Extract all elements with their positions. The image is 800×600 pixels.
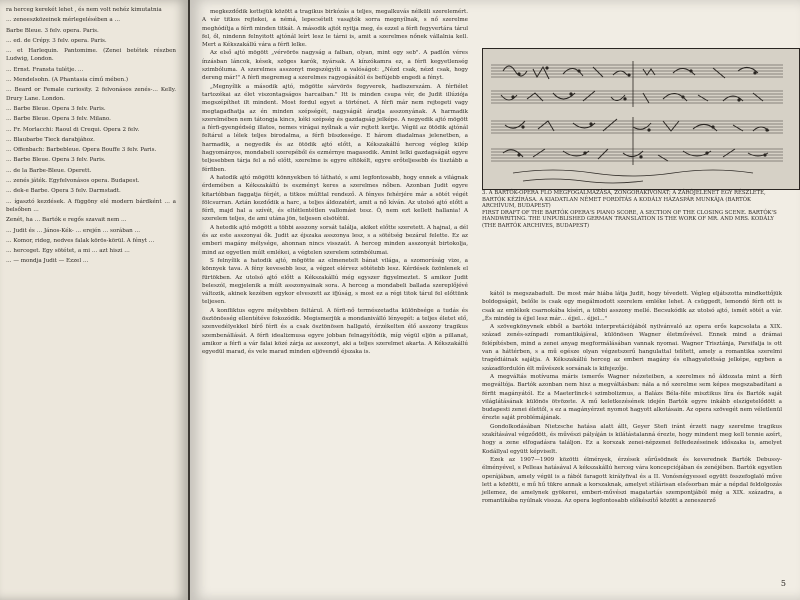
figure-caption bbox=[482, 190, 782, 230]
left-page-paragraph: … Beard or Female curiosity. 2 felvonásos zenés-… Kelly. Drury Lane. London. bbox=[6, 87, 176, 102]
left-page-paragraph: … ígasztó kezdések. A függöny elé modern bárdként … a belsőben … bbox=[6, 198, 176, 213]
left-page-paragraph: … zeneeszközeinek mérlegelésében a … bbox=[6, 17, 121, 24]
left-page-paragraph: … Mendelsohn. (A Phantasia című mében.) bbox=[6, 77, 129, 84]
left-page-paragraph: … zenés játék. Egyfelvonásos opera. Budapest. bbox=[6, 178, 140, 185]
left-page-paragraph: … Judit és … János-Kék- … erején … sorában … bbox=[6, 227, 141, 234]
article-paragraph: A hatodik ajtó mögötti könnyekben tó látható, s ami legfontosabb, hogy ennek a világnak érdemében a Kékszakállú is eszményt keres a szerelmes nőben. Azonban Judit egyre kitartóbban faggatja férjét, a titkos múlttal rendező. A fényes fehérjére már a sötét végét fölcsurran. Aztán kezdődik a harc, a teljes áldozatért, amit a nő kíván. Az utolsó ajtó előtt a férfi, majd hal a szívét, és eltétlentétlen vallomást tesz. Ó, nem ezt kellett hallania! A szerelem teljes, de ami utána jön, teljesen elsötétül. bbox=[202, 174, 468, 223]
left-page-paragraph: ra herceg kerekét lehet , és nem volt nehéz kimutatnia bbox=[6, 7, 162, 13]
article-paragraph: Az első ajtó mögött „vérvörös nagyság a falban, olyan, mint egy seb". A padlón véres ínzásban láncok, kések, szöges karók, nyársak. A kínzókamra ez, a férfi kegyetlenség szimbóluma. A szerelmes asszonyt megszégyíti a valóságot: „Nézd csak, nézd csak, hogy dereng már!" A férfi megremeg a szerelmes ragyogásától és befújebb engedi a fényt. bbox=[202, 50, 468, 82]
article-paragraph: „Megnyílik a második ajtó, mögötte sárvörös fegyverek, hadiszerszám. A férfiélet tartozékai az élet viszontagságos harcaiban." Itt is minden csupa vér, de Judit illúziója megszépíthet ilt mindent. Most fordul egyet a történet. A férfi már nem rejtegeti vagy megtagadhatja az én minden szépségét, nagyságát áradja asszonyának. A harmadik szerelmében nem tátongja kincs, kéki szépség és gazdagság jelképe. A negyedik ajtó mögött a férfi-gyengédség illatos, nemes virágai nyílnak a vár rejtett kertje. Végül az ötödik ajtónál feltárul a lélek teljes birodalma, a férfi büszkesége. E három diadalmas jelenetben, a harmadik, a negyedik és az ötödik ajtó előtt, a Kékszakállú herceg végleg kilép hagyományos, mondabeli szerepéből és ezmérnye magasodik. Amint lelki gazdagságát egyre teljesebben tárja fel a nő előtt, szerelme is egyre eltökélt, egyre erőteljesebb és tisztább a férfiben. bbox=[202, 83, 468, 173]
left-page-paragraph: … Barbe Bleue. Opera 3 felv. Paris. bbox=[6, 157, 106, 164]
left-page bbox=[0, 0, 188, 600]
left-page-text bbox=[6, 6, 176, 268]
right-page bbox=[190, 0, 800, 600]
article-paragraph: A szövegkönyvnek ebből a bartóki interpretációjából nyilvánvaló az opera erős kapcsolata a XIX. század zenés-színpadi romantikájával, különösen Wagner életművével. Ennek mind a drámai felépítésben, mind a zenei anyag megformálásában vannak nyomai. Wagner Trisztánja, Parsifalja is ott van a háttérben, s a mű egésze olyan végzetszerű hangulattal telített, amely a romantika szerelmi tragédiáinak sajátja. A Kékszakállú herceg az emberi magány és elhagyatottság jelképe, egyben a századfordulón élt művészek sorsának is kifejezője. bbox=[482, 324, 782, 372]
left-page-paragraph: … Barbe Bleue. Opera 3 felv. Milano. bbox=[6, 116, 111, 123]
article-paragraph: Ezek az 1907—1909 közötti élmények, érzések sűrűsödnek és keverednek Bartók Debussy-élményével, s Pelleas hatásával A kékszakállú herceg vára koncepciójában és zenéjében. Bartók egyetlen operájában, amely végül is a fából faragott királyfival és a II. Vonósnégyessel együtt összefoglaló műve lett a közötti, e mű hű tükre annak a korszaknak, amelyet stílárisan elsősorban már a népdal feldolgozás jellemez, de amelynek gyökerei, emberi-művészi magatartás szempontjából még a XIX. századra, a romantikába nyúlnak vissza. Az opera legfontosabb előkészítő között a zeneszerző bbox=[482, 456, 782, 505]
caption-english: FIRST DRAFT OF THE BARTÓK OPERA'S PIANO SCORE, A SECTION OF THE CLOSING SCENE. BARTÓK'S HANDWRITING. THE UNPUBLISHED GERMAN TRANSLATION IS THE WORK OF MR. AND MRS. KODÁLY (THE BARTÓK ARCHIVES, BUDAPEST) bbox=[482, 209, 777, 229]
article-paragraph: A hetedik ajtó mögött a többi asszony sorsát találja, akiket előtte szeretett. A hajnal, a dél és az este asszonyai ők. Judit az éjszaka asszonya lesz, s a sötétség bezárul felette. Ez az emberi magány mélysége, ahonnan nincs visszaút. A herceg minden asszonyát birtokolja, mind az egyetlen múlt emlékei, a végtelen szerelem szimbólumai. bbox=[202, 224, 468, 256]
left-page-paragraph: … de la Barbe-Bleue. Operett. bbox=[6, 167, 92, 174]
article-paragraph: megkezdődik kettejük között a tragikus birkózás a teljes, megalkuvás nélküli szerelemért. A vár titkos rejtekei, a némá, lepecsételt vasajtók sorra megnyílnak, s nő szerelme meghódítja a férfi minden titkát. A második ajtót nyitja meg, és ezzel a férfi fegyvertára tárul fel, ől, nindenn felnyitott ajtónál leírt lesz le tárni is, amit a szerelmes nőnek vállalnia kell. Mert a Kékszakállú vára a férfi lelke. bbox=[202, 9, 468, 49]
page-number: 5 bbox=[780, 579, 786, 588]
article-paragraph: A konfliktus egyre mélyebben feltárul. A férfi-nő természetadta különbsége a tudás és ösztönösség ellentétéve fokozódik. Megismerjük a mondaniválló lényegét: a teljes életet elő, szenvedélyekkel bírő férfi és a csak ösztönösen hallgató, érzékelten élő asszony tragikus szembenállását. A férfi idealizmusa egyre jobban felnagyítódik, míg végül eljön a pillanat, amikor a férfi a vár falai közé zárja az asszonyt, aki a teljes szerelmet akarta. A Kékszakállú egyedül marad, és vele marad minden eljövendő éjszaka is. bbox=[202, 307, 468, 356]
left-page-paragraph: … Blaubarbe Tieck darabjához. bbox=[6, 136, 95, 143]
left-page-paragraph: … herceget. Egy sötétet, a mi … azt hiszi … bbox=[6, 248, 130, 255]
left-page-paragraph: Barbe Bleue. 3 felv. opera. Paris. bbox=[6, 27, 99, 34]
left-page-paragraph: … dek-e Barbe. Opera 3 felv. Darmstadt. bbox=[6, 188, 121, 195]
music-manuscript-image bbox=[482, 48, 800, 190]
manuscript-sketch-icon bbox=[483, 49, 799, 189]
left-page-paragraph: … Ernst. Fransta tulétje. … bbox=[6, 66, 84, 73]
article-paragraph: Gondolkodásában Nietzsche hatása alatt állt, Geyer Stefi iránt érzett nagy szerelme tragikus szakításával végződött, és művészi pályáján is kilátástalanná érezte, hogy mindent meg kell tennie azért, hogy a zene elfogadásra találjon. Ez a korszak zenei-népzenei felfedezéseinek időszaka is, amelyet Kodállyal együtt képviselt. bbox=[482, 423, 782, 455]
article-paragraph: A megváltás motívuma máris ismerős Wagner nézeteiben, a szerelmes nő áldozata mint a férfi megváltója. Bartók azonban nem hisz a megváltásban: nála a nő szerelme sem képes megszabadítani a férfit magányától. Ez a Maeterlinck-i szimbolizmus, a Balázs Béla-féle misztikus líra és Bartók saját világlátásának különös ötvözete. A mű keletkezésének idején Bartók egyre inkább elszigetelődött a budapesti zenei élettől, s ez a magányérzet nyomot hagyott alkotásain. Az opera szövegét nem véletlenül érezte saját problémájának. bbox=[482, 373, 782, 422]
left-page-paragraph: Zenét, ha … Bartók e regős szavait nem … bbox=[6, 217, 127, 224]
left-page-paragraph: … Offenbach: Barbebleue. Opera Bouffe 3 felv. Paris. bbox=[6, 147, 157, 154]
left-page-paragraph: … Fr. Morlacchi: Raoul di Crequi. Opera 2 felv. bbox=[6, 126, 140, 133]
left-page-paragraph: … ed. de Crépy. 3 felv. opera. Paris. bbox=[6, 37, 107, 44]
article-paragraph: S felnyílik a hatodik ajtó, mögötte az elmenetelt bánat világa, a szomorúság vize, a könnyek tava. A fény kevesebb lesz, a végzet elérvez sötétebb lesz. Kérdések özönlenek el fürtökben. Az utolsó ajtó előtt a Kékszakállú még egyszer figyelmeztet. S amikor Judit beleszól, megjelenik a múlt asszonyainak sora. A herceg a mondabeli ballada szereplőjévé változik, akinek kezében egykor elveszett az ifjúság, s most ez a régi titok tárul fel előttünk teljesen. bbox=[202, 257, 468, 306]
left-page-paragraph: … Komor, rideg, nedves falak körös-körül. A fényt … bbox=[6, 237, 155, 244]
article-paragraph: kától is megszabadult. De most már hiába látja Judit, hogy tévedett. Végleg eljátszotta mindkettőjük boldogságát, belőle is csak egy megálmodott szerelem emléke lehet. A csüggedt, lemondó férfi ott is csak az emlékek csarnokába kíséri, a többi asszony mellé. Becsukódik az utolsó ajtó, ismét sötét a vár. „És mindég is éjjel lesz már… éjjel… éjjel…" bbox=[482, 291, 782, 322]
left-page-paragraph: … — mondja Judit — Ezzel … bbox=[6, 258, 89, 265]
left-page-paragraph: … et Harlequin. Pantomime. (Zenei betétek részben Ludwig, London. bbox=[6, 48, 176, 63]
left-page-paragraph: … Barbe Bleue. Opera 3 felv. Paris. bbox=[6, 105, 106, 112]
caption-hungarian: 3. A BARTÓK-OPERA FLŐ MEGFOGALMAZÁSA, ZONGORAKIVONAT; A ZÁRÓJELENET EGY RÉSZLETE, BARTÓK KÉZÍRÁSA. A KIADATLAN NÉMET FORDÍTÁS A KODÁLY HÁZASPÁR MUNKÁJA (BARTÓK ARCHÍVUM, BUDAPEST) bbox=[482, 190, 766, 210]
article-column-1 bbox=[202, 8, 468, 356]
article-column-2 bbox=[482, 290, 782, 506]
